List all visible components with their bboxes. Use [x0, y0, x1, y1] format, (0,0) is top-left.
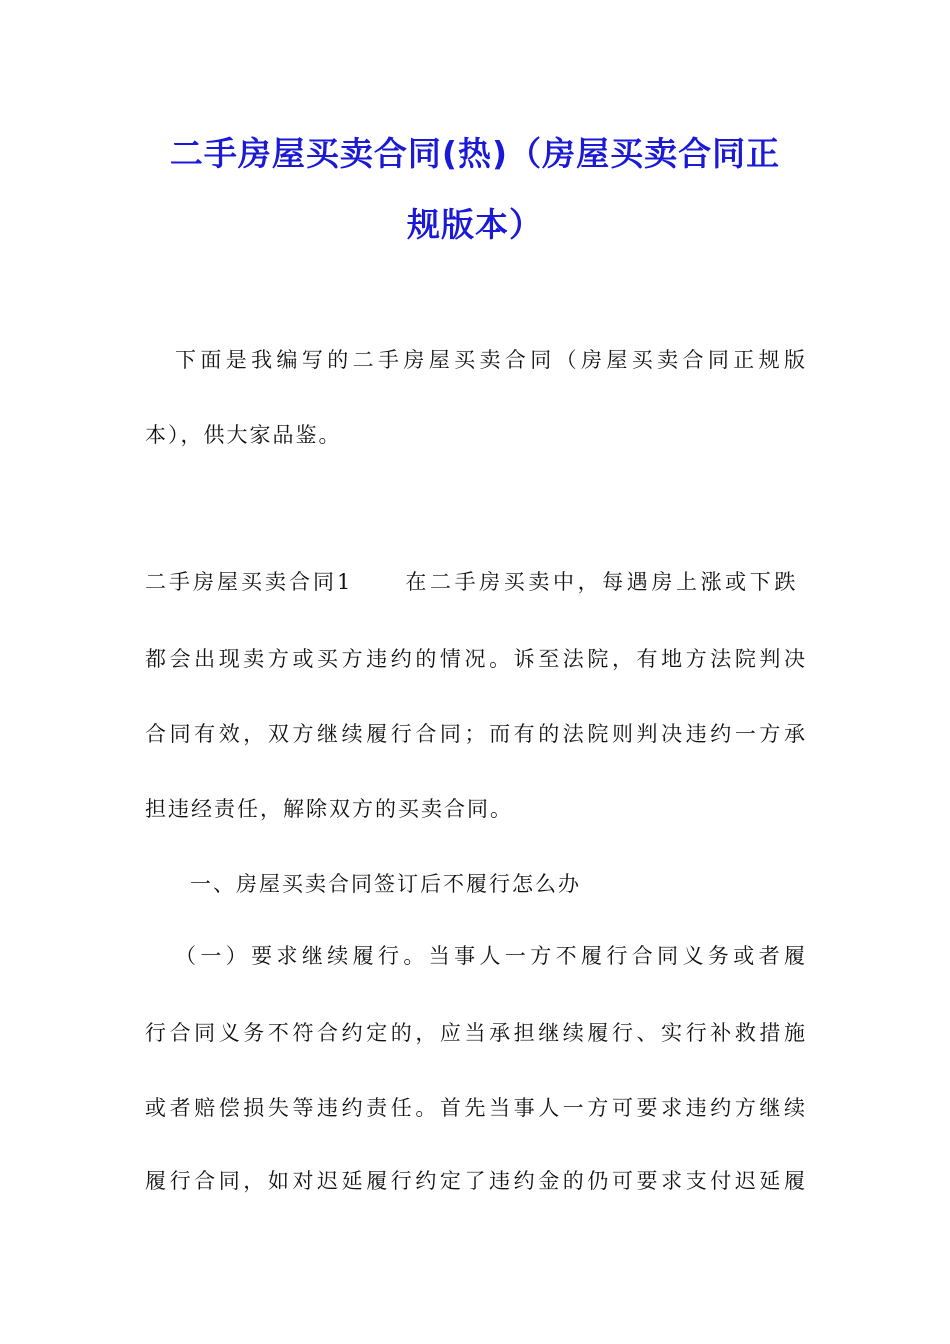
section-1-line-4: 担违经责任，解除双方的买卖合同。 [145, 797, 513, 821]
document-title-line-2: 规版本） [407, 205, 543, 244]
section-1-first-line [145, 567, 805, 597]
section-1-text: 在二手房买卖中，每遇房上涨或下跌 [405, 570, 799, 594]
subheading-1: 一、房屋买卖合同签订后不履行怎么办 [190, 872, 581, 896]
item-1-line-4: 履行合同，如对迟延履行约定了违约金的仍可要求支付迟延履 [145, 1169, 805, 1193]
item-1-line-1: （一）要求继续履行。当事人一方不履行合同义务或者履 [175, 944, 805, 968]
document-title-line-1: 二手房屋买卖合同(热)（房屋买卖合同正 [169, 134, 781, 173]
section-1-line-3: 合同有效，双方继续履行合同；而有的法院则判决违约一方承 [145, 722, 805, 746]
section-1-line-2: 都会出现卖方或买方违约的情况。诉至法院，有地方法院判决 [145, 647, 805, 671]
item-1-line-2: 行合同义务不符合约定的，应当承担继续履行、实行补救措施 [145, 1021, 805, 1045]
item-1-line-3: 或者赔偿损失等违约责任。首先当事人一方可要求违约方继续 [145, 1096, 805, 1120]
intro-paragraph-line-1: 下面是我编写的二手房屋买卖合同（房屋买卖合同正规版 [175, 348, 805, 372]
section-1-heading: 二手房屋买卖合同1 [145, 570, 354, 594]
intro-paragraph-line-2: 本），供大家品鉴。 [145, 423, 342, 447]
